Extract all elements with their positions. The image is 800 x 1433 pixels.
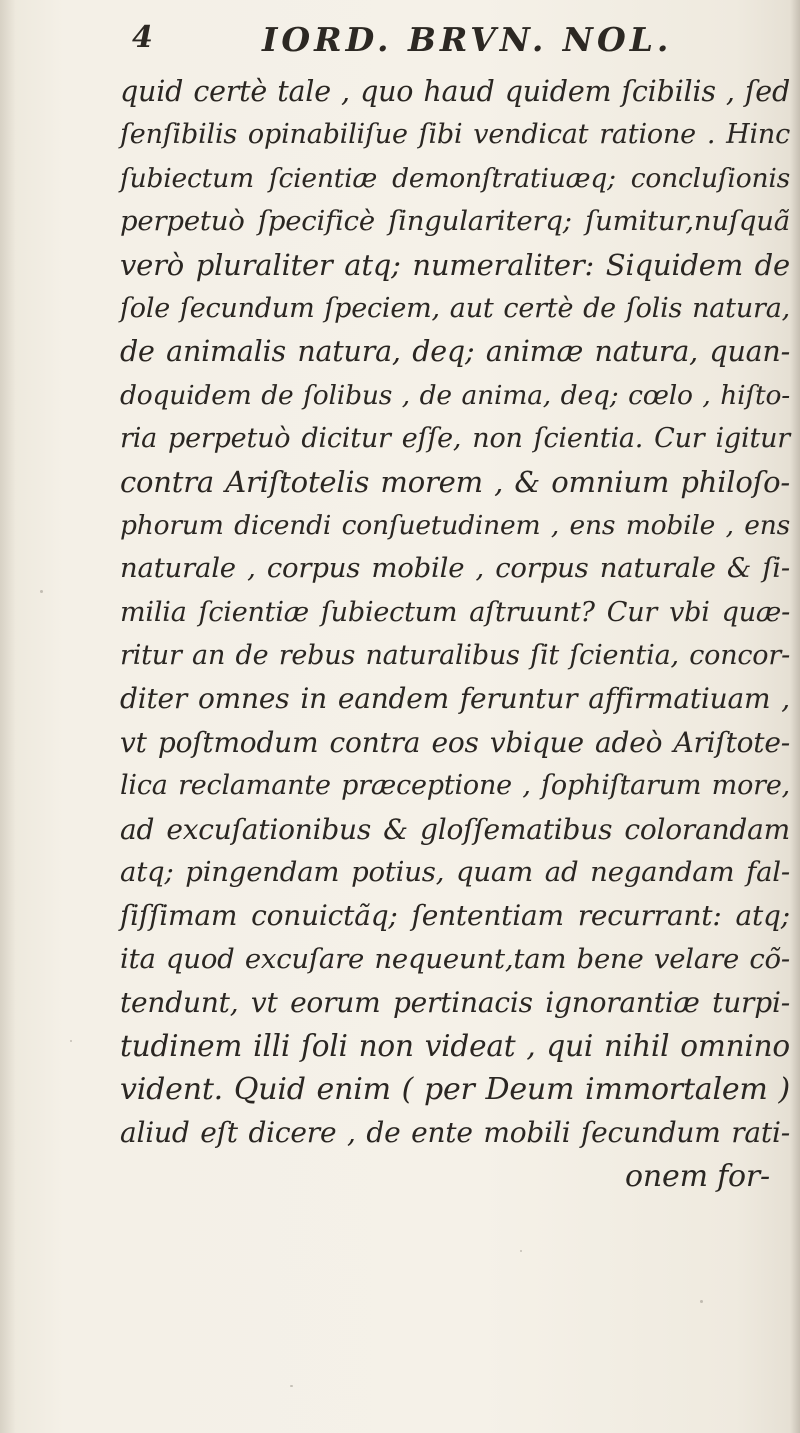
text-line: diter omnes in eandem feruntur affirmatiuam ,: [120, 682, 790, 716]
text-line: ſiſſimam conuictãq; ſententiam recurrant: atq;: [120, 899, 790, 933]
text-line: quid certè tale , quo haud quidem ſcibilis , ſed: [120, 75, 790, 108]
text-line: doquidem de ſolibus , de anima, deq; cœlo , hiſto-: [120, 379, 790, 411]
catchword: onem for-: [625, 1158, 770, 1194]
paper-speck: [700, 1300, 703, 1303]
body-text: [120, 70, 790, 1198]
text-line: tudinem illi ſoli non videat , qui nihil omnino: [120, 1028, 790, 1063]
text-line: ria perpetuò dicitur eſſe, non ſcientia. Cur igitur: [120, 423, 790, 455]
text-line: verò pluraliter atq; numeraliter: Siquidem de: [120, 247, 790, 282]
page-number: 4: [132, 20, 153, 55]
text-line: ita quod excuſare nequeunt,tam bene velare cõ-: [120, 942, 790, 975]
text-line: vt poſtmodum contra eos vbique adeò Ariſtote-: [120, 725, 790, 759]
page-edge-shadow: [790, 0, 800, 1433]
text-line: milia ſcientiæ ſubiectum aſtruunt? Cur vbi quæ-: [120, 596, 790, 628]
text-line: naturale , corpus mobile , corpus naturale & ſi-: [120, 552, 790, 585]
text-line: lica reclamante præceptione , ſophiſtarum more,: [120, 770, 790, 802]
text-line: ſenſibilis opinabiliſue ſibi vendicat ratione . Hinc: [120, 119, 790, 151]
text-line: phorum dicendi conſuetudinem , ens mobile , ens: [120, 509, 790, 541]
text-line: atq; pingendam potius, quam ad negandam fal-: [120, 856, 790, 889]
text-line: vident. Quid enim ( per Deum immortalem ): [120, 1071, 790, 1107]
text-line: contra Ariſtotelis morem , & omnium philoſo-: [120, 464, 790, 499]
text-line: perpetuò ſpecificè ſingulariterq; ſumitur,nuſquã: [120, 205, 790, 238]
paper-speck: [290, 1385, 293, 1387]
gutter-shadow: [0, 0, 16, 1433]
text-line: ſole ſecundum ſpeciem, aut certè de ſolis natura,: [120, 292, 790, 324]
paper-speck: [40, 590, 43, 593]
paper-speck: [70, 1040, 72, 1042]
text-line: de animalis natura, deq; animæ natura, quan-: [120, 335, 790, 369]
paper-speck: [520, 1250, 522, 1252]
text-line: ſubiectum ſcientiæ demonſtratiuæq; concluſionis: [120, 162, 790, 194]
text-line: ritur an de rebus naturalibus ſit ſcientia, concor-: [120, 640, 790, 672]
running-head: IORD. BRVN. NOL.: [262, 20, 673, 59]
text-line: tendunt, vt eorum pertinacis ignorantiæ turpi-: [120, 986, 790, 1020]
text-line: ad excuſationibus & gloſſematibus colorandam: [120, 812, 790, 846]
page-header: [0, 14, 800, 62]
text-line: aliud eſt dicere , de ente mobili ſecundum rati-: [120, 1116, 790, 1150]
